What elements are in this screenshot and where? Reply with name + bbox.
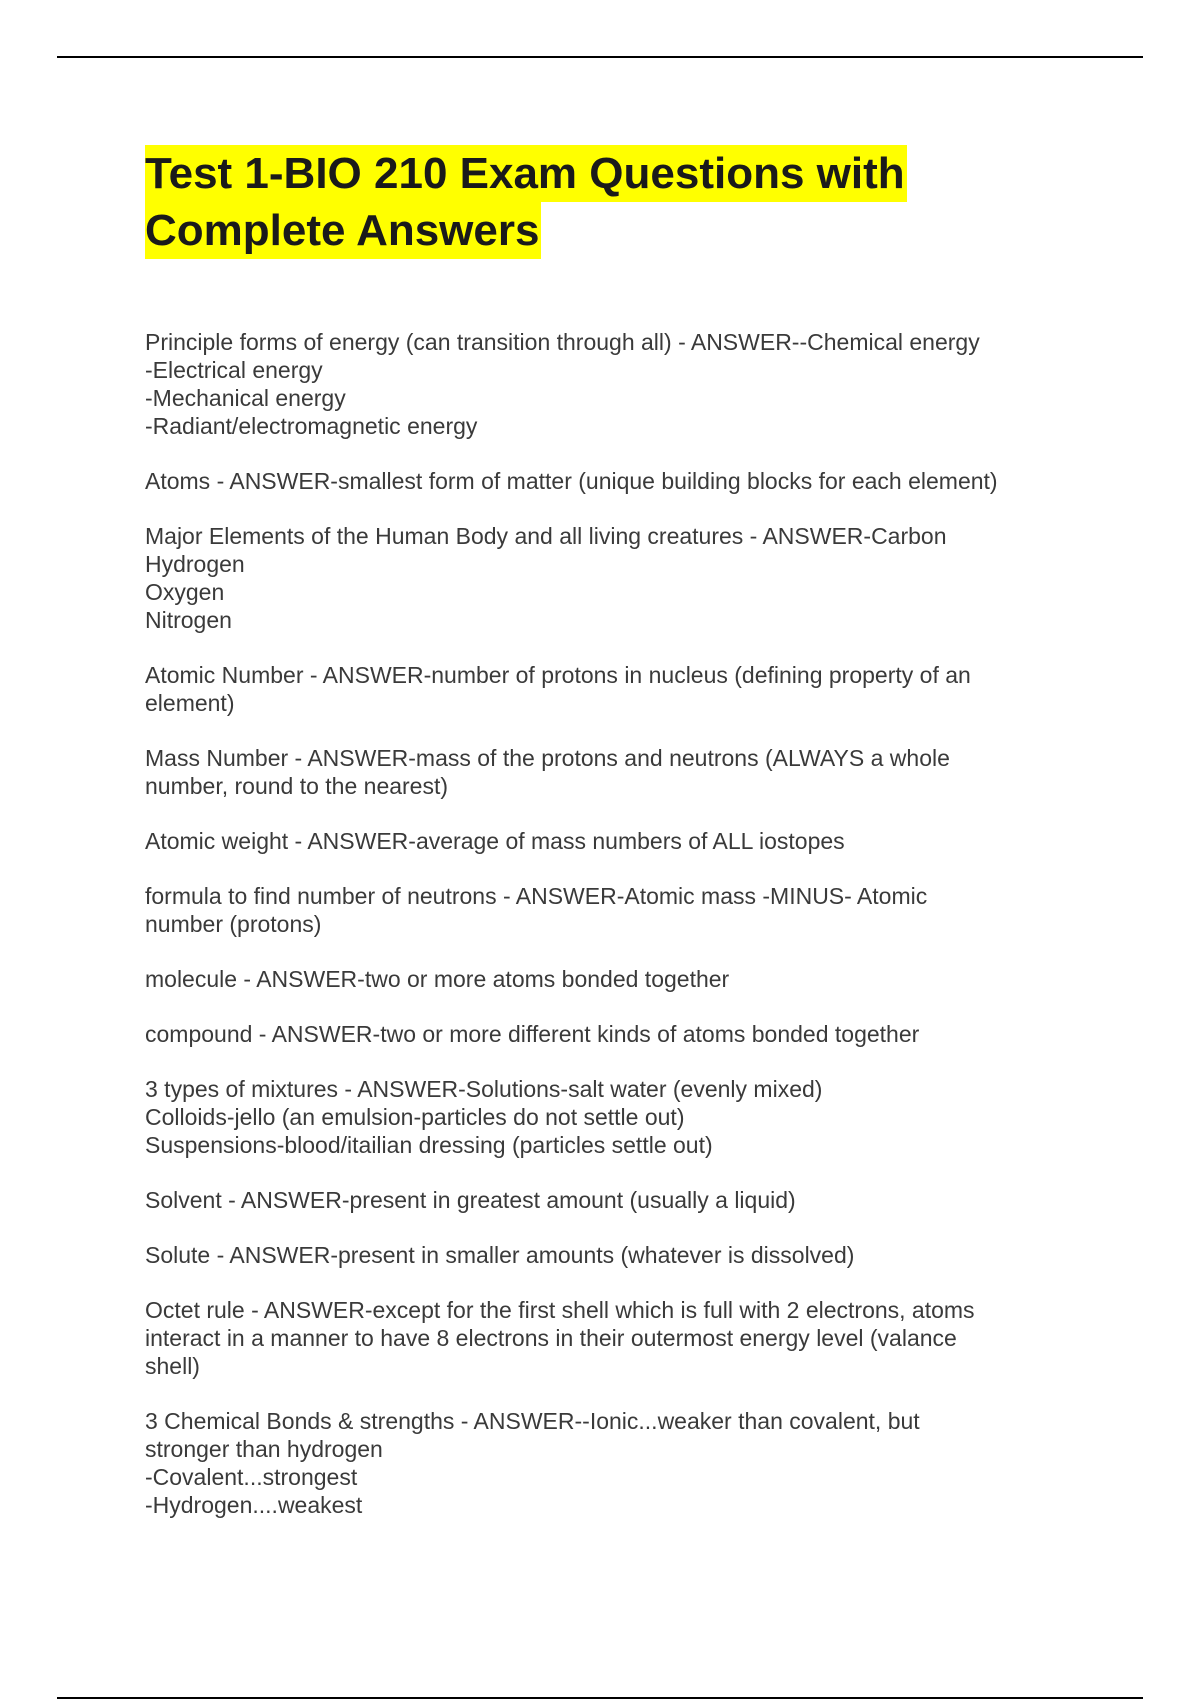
qa-line: Major Elements of the Human Body and all living creatures - ANSWER-Carbon (145, 523, 947, 549)
qa-item (145, 522, 1065, 634)
qa-item (145, 467, 1065, 495)
qa-item (145, 882, 1065, 938)
qa-line: shell) (145, 1353, 200, 1379)
qa-item (145, 1075, 1065, 1159)
qa-line: Suspensions-blood/itailian dressing (particles settle out) (145, 1132, 713, 1158)
qa-item (145, 1186, 1065, 1214)
qa-line: Oxygen (145, 579, 225, 605)
qa-line: interact in a manner to have 8 electrons in their outermost energy level (valance (145, 1325, 957, 1351)
qa-line: Octet rule - ANSWER-except for the first shell which is full with 2 electrons, atoms (145, 1297, 975, 1323)
qa-line: Atomic Number - ANSWER-number of protons in nucleus (defining property of an (145, 662, 971, 688)
qa-item (145, 661, 1065, 717)
qa-line: number (protons) (145, 911, 322, 937)
qa-line: number, round to the nearest) (145, 773, 449, 799)
qa-line: -Radiant/electromagnetic energy (145, 413, 478, 439)
qa-line: -Mechanical energy (145, 385, 346, 411)
qa-line: -Hydrogen....weakest (145, 1492, 363, 1518)
qa-item (145, 965, 1065, 993)
qa-item (145, 744, 1065, 800)
qa-line: compound - ANSWER-two or more different kinds of atoms bonded together (145, 1021, 920, 1047)
qa-line: Principle forms of energy (can transition through all) - ANSWER--Chemical energy (145, 329, 980, 355)
qa-line: Solvent - ANSWER-present in greatest amount (usually a liquid) (145, 1187, 796, 1213)
qa-item (145, 1407, 1065, 1519)
qa-line: Nitrogen (145, 607, 232, 633)
qa-item (145, 1296, 1065, 1380)
qa-line: Atoms - ANSWER-smallest form of matter (unique building blocks for each element) (145, 468, 998, 494)
qa-line: -Electrical energy (145, 357, 323, 383)
header-rule (57, 56, 1143, 58)
qa-line: Mass Number - ANSWER-mass of the protons and neutrons (ALWAYS a whole (145, 745, 950, 771)
title-line-2: Complete Answers (145, 202, 541, 259)
title-line-1: Test 1-BIO 210 Exam Questions with (145, 145, 907, 202)
qa-line: formula to find number of neutrons - ANSWER-Atomic mass -MINUS- Atomic (145, 883, 928, 909)
footer-rule (57, 1697, 1143, 1699)
qa-item (145, 1020, 1065, 1048)
qa-list (145, 328, 1065, 1546)
qa-line: Atomic weight - ANSWER-average of mass numbers of ALL iostopes (145, 828, 845, 854)
qa-line: 3 Chemical Bonds & strengths - ANSWER--Ionic...weaker than covalent, but (145, 1408, 920, 1434)
qa-line: molecule - ANSWER-two or more atoms bonded together (145, 966, 730, 992)
qa-line: Colloids-jello (an emulsion-particles do not settle out) (145, 1104, 685, 1130)
qa-item (145, 1241, 1065, 1269)
qa-item (145, 827, 1065, 855)
qa-line: Solute - ANSWER-present in smaller amounts (whatever is dissolved) (145, 1242, 855, 1268)
qa-line: Hydrogen (145, 551, 245, 577)
qa-line: element) (145, 690, 235, 716)
qa-line: stronger than hydrogen (145, 1436, 383, 1462)
document-title (145, 145, 1045, 259)
qa-line: 3 types of mixtures - ANSWER-Solutions-salt water (evenly mixed) (145, 1076, 823, 1102)
qa-item (145, 328, 1065, 440)
qa-line: -Covalent...strongest (145, 1464, 358, 1490)
